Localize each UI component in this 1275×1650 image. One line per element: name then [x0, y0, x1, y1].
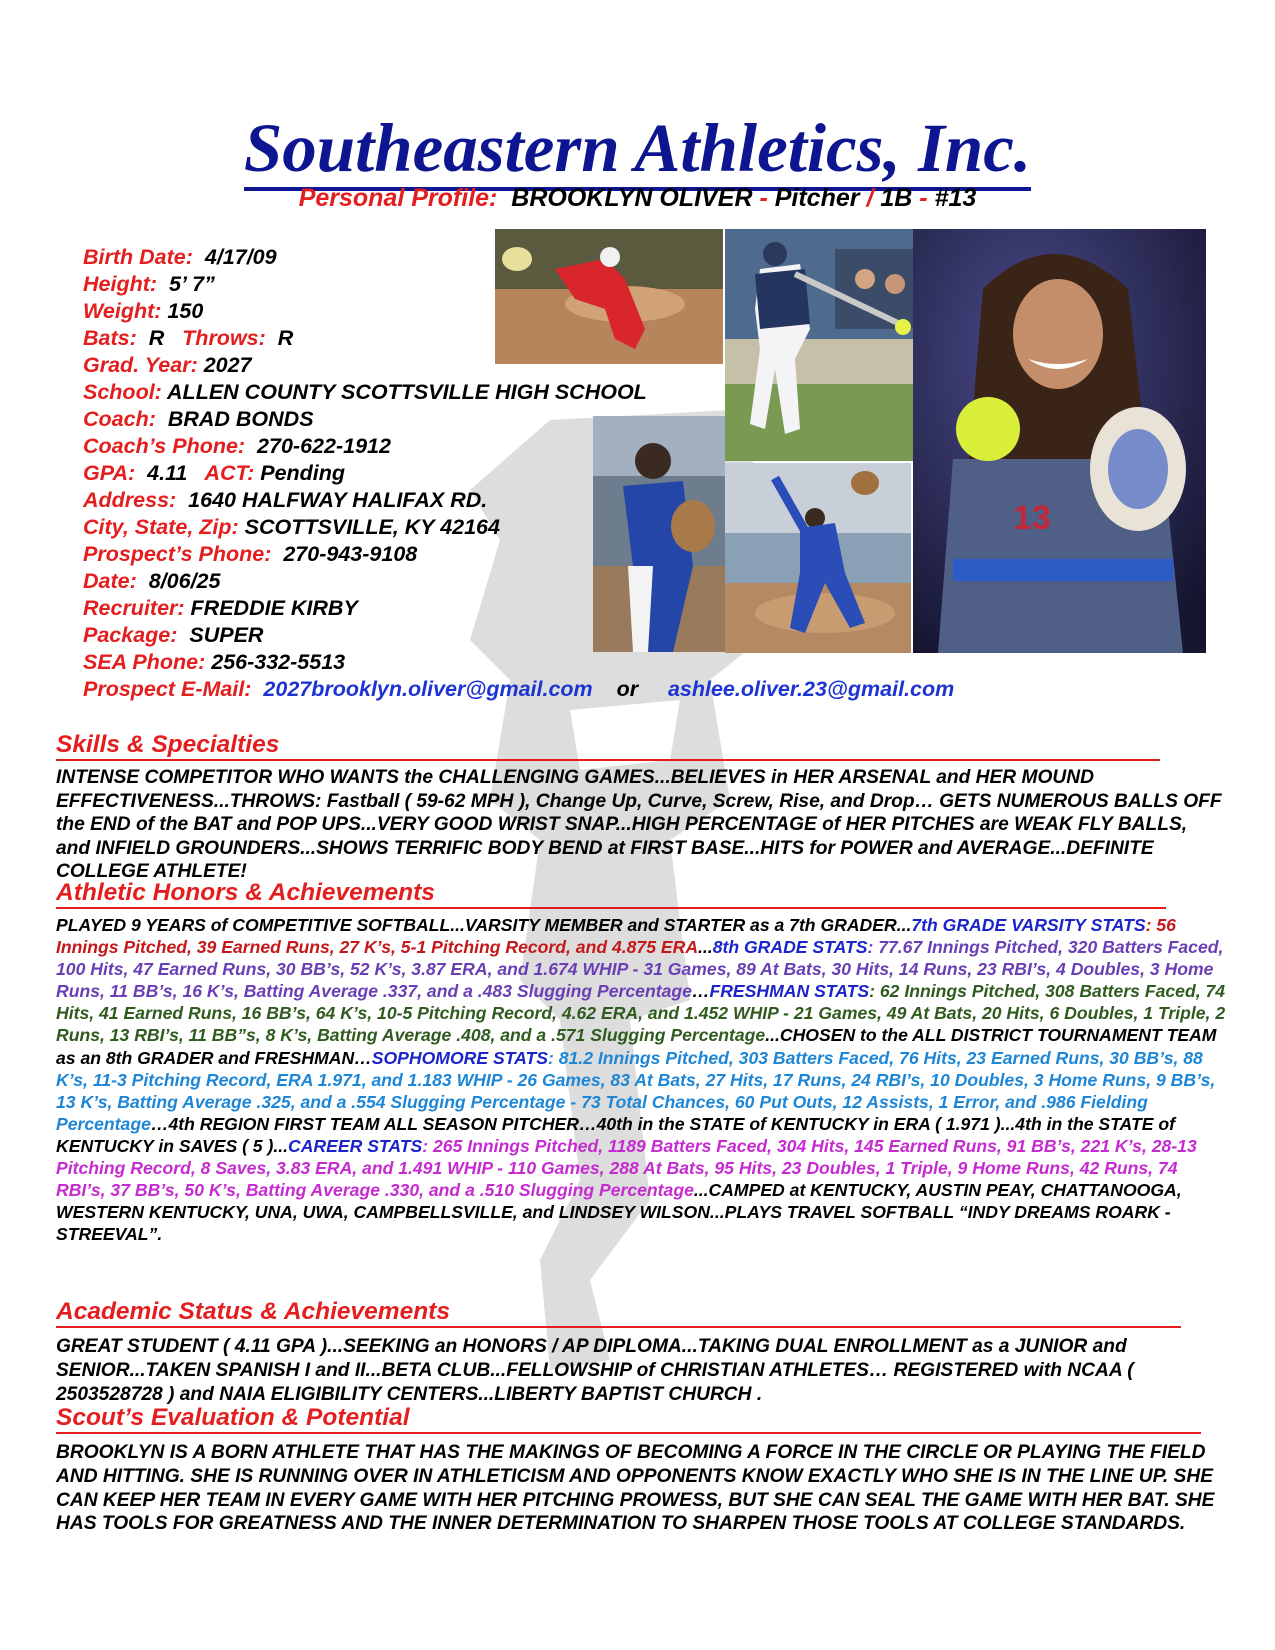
athletic-heading: Athletic Honors & Achievements	[56, 879, 435, 906]
photo-mound	[593, 416, 725, 652]
stats-career: : 265 Innings Pitched, 1189 Batters Faced, 304 Hits, 145 Earned Runs, 91 BB’s, 221 K’s, 28-13 Pitching Record, 8 Saves, 3.83 ERA, and 1.491 WHIP - 110 Games, 288 At Bats, 95 Hits, 23 Doubles, 1 Triple, 9 Home Runs, 42 Runs, 74 RBI’s, 37 BB’s, 50 K’s, Batting Average .330, and a .510 Slugging Percentage	[56, 1135, 1197, 1201]
scout-heading: Scout’s Evaluation & Potential	[56, 1404, 410, 1431]
stats-sophomore: : 81.2 Innings Pitched, 303 Batters Faced, 76 Hits, 23 Earned Runs, 30 BB’s, 88 K’s, 11-3 Pitching Record, ERA 1.971, and 1.183 WHIP - 26 Games, 83 At Bats, 27 Hits, 17 Runs, 24 RBI’s, 10 Doubles, 3 Home Runs, 9 BB’s, 13 K’s, Batting Average .325, and a .554 Slugging Percentage - 73 Total Chances, 60 Put Outs, 12 Assists, 1 Error, and .986 Fielding Percentage	[56, 1047, 1216, 1134]
scout-divider	[56, 1432, 1201, 1434]
info-weight: Weight: 150	[83, 299, 204, 323]
position-secondary: 1B	[880, 184, 913, 212]
stats-heading-freshman: FRESHMAN STATS	[709, 981, 870, 1002]
profile-subtitle	[0, 183, 1275, 213]
info-bats-throws: Bats: R Throws: R	[83, 326, 294, 350]
company-title: Southeastern Athletics, Inc.	[0, 108, 1275, 188]
info-sea-phone: SEA Phone: 256-332-5513	[83, 650, 346, 674]
separator: -	[919, 184, 928, 212]
svg-text:13: 13	[1013, 499, 1051, 537]
scout-text: BROOKLYN IS A BORN ATHLETE THAT HAS THE MAKINGS OF BECOMING A FORCE IN THE CIRCLE OR PLAYING THE FIELD AND HITTING. SHE IS RUNNING OVER IN ATHLETICISM AND OPPONENTS KNOW EXACTLY WHO SHE IS IN THE LINE UP. SHE CAN KEEP HER TEAM IN EVERY GAME WITH HER PITCHING PROWESS, BUT SHE CAN SEAL THE GAME WITH HER BAT. SHE HAS TOOLS FOR GREATNESS AND THE INNER DETERMINATION TO SHARPEN THOSE TOOLS AT COLLEGE STANDARDS.	[56, 1442, 1215, 1535]
athletic-divider	[56, 907, 1166, 909]
stats-heading-8th: 8th GRADE STATS	[712, 937, 868, 958]
stats-8th: : 77.67 Innings Pitched, 320 Batters Faced, 100 Hits, 47 Earned Runs, 30 BB’s, 52 K’s, 3.87 ERA, and 1.674 WHIP - 31 Games, 89 At Bats, 30 Hits, 14 Runs, 23 RBI’s, 4 Doubles, 3 Home Runs, 11 BB’s, 16 K’s, Batting Average .337, and a .483 Slugging Percentage	[56, 937, 1224, 1002]
email-link-primary[interactable]: 2027brooklyn.oliver@gmail.com	[263, 677, 593, 701]
photo-fielding	[495, 229, 723, 364]
info-birth-date: Birth Date: 4/17/09	[83, 245, 277, 269]
info-coach-phone: Coach’s Phone: 270-622-1912	[83, 434, 391, 458]
stats-heading-career: CAREER STATS	[288, 1135, 423, 1156]
academic-text: GREAT STUDENT ( 4.11 GPA )...SEEKING an HONORS / AP DIPLOMA...TAKING DUAL ENROLLMENT as a JUNIOR and SENIOR...TAKEN SPANISH I and II...BETA CLUB...FELLOWSHIP of CHRISTIAN ATHLETES… REGISTERED with NCAA ( 2503528728 ) and NAIA ELIGIBILITY CENTERS...LIBERTY BAPTIST CHURCH .	[56, 1336, 1134, 1405]
info-email: Prospect E-Mail: 2027brooklyn.oliver@gmail.com or ashlee.oliver.23@gmail.com	[83, 677, 955, 701]
info-date: Date: 8/06/25	[83, 569, 221, 593]
stats-7th: : 56 Innings Pitched, 39 Earned Runs, 27 K’s, 5-1 Pitching Record, and 4.875 ERA	[56, 915, 1176, 958]
info-address: Address: 1640 HALFWAY HALIFAX RD.	[83, 488, 488, 512]
academic-heading: Academic Status & Achievements	[56, 1298, 450, 1325]
photo-batting	[725, 229, 919, 461]
stats-freshman: : 62 Innings Pitched, 308 Batters Faced, 74 Hits, 41 Earned Runs, 16 BB’s, 64 K’s, 10-5 Pitching Record, 4.62 ERA, and 1.452 WHIP - 21 Games, 49 At Bats, 20 Hits, 6 Doubles, 1 Triple, 2 Runs, 13 RBI’s, 11 BB”s, 8 K’s, Batting Average .408, and a .571 Slugging Percentage	[56, 981, 1226, 1046]
info-height: Height: 5’ 7”	[83, 272, 215, 296]
slash: /	[866, 184, 874, 212]
jersey-number: #13	[934, 184, 977, 212]
info-city-state-zip: City, State, Zip: SCOTTSVILLE, KY 42164	[83, 515, 500, 539]
skills-text: INTENSE COMPETITOR WHO WANTS the CHALLENGING GAMES...BELIEVES in HER ARSENAL and HER MOUND EFFECTIVENESS...THROWS: Fastball ( 59-62 MPH ), Change Up, Curve, Screw, Rise, and Drop… GETS NUMEROUS BALLS OFF the END of the BAT and POP UPS...VERY GOOD WRIST SNAP...HIGH PERCENTAGE of HER PITCHES are WEAK FLY BALLS, and INFIELD GROUNDERS...SHOWS TERRIFIC BODY BEND at FIRST BASE...HITS for POWER and AVERAGE...DEFINITE COLLEGE ATHLETE!	[56, 767, 1222, 883]
player-name: BROOKLYN OLIVER	[511, 184, 753, 212]
info-grad-year: Grad. Year: 2027	[83, 353, 252, 377]
profile-label: Personal Profile:	[298, 184, 498, 212]
skills-heading: Skills & Specialties	[56, 731, 280, 758]
info-coach: Coach: BRAD BONDS	[83, 407, 314, 431]
photo-pitching	[725, 463, 911, 653]
skills-divider	[56, 759, 1160, 761]
photo-portrait	[913, 229, 1206, 653]
info-gpa-act: GPA: 4.11 ACT: Pending	[83, 461, 346, 485]
stats-heading-7th: 7th GRADE VARSITY STATS	[911, 915, 1146, 935]
athletic-text: PLAYED 9 YEARS of COMPETITIVE SOFTBALL...VARSITY MEMBER and STARTER as a 7th GRADER...7th GRADE VARSITY STATS: 56 Innings Pitched, 39 Earned Runs, 27 K’s, 5-1 Pitching Record, and 4.875 ERA...8th GRADE STATS: 77.67 Innings Pitched, 320 Batters Faced, 100 Hits, 47 Earned Runs, 30 BB’s, 52 K’s, 3.87 ERA, and 1.674 WHIP - 31 Games, 89 At Bats, 30 Hits, 14 Runs, 23 RBI’s, 4 Doubles, 3 Home Runs, 11 BB’s, 16 K’s, Batting Average .337, and a .483 Slugging Percentage…FRESHMAN STATS: 62 Innings Pitched, 308 Batters Faced, 74 Hits, 41 Earned Runs, 16 BB’s, 64 K’s, 10-5 Pitching Record, 4.62 ERA, and 1.452 WHIP - 21 Games, 49 At Bats, 20 Hits, 6 Doubles, 1 Triple, 2 Runs, 13 RBI’s, 11 BB”s, 8 K’s, Batting Average .408, and a .571 Slugging Percentage...CHOSEN to the ALL DISTRICT TOURNAMENT TEAM as an 8th GRADER and FRESHMAN…SOPHOMORE STATS: 81.2 Innings Pitched, 303 Batters Faced, 76 Hits, 23 Earned Runs, 30 BB’s, 88 K’s, 11-3 Pitching Record, ERA 1.971, and 1.183 WHIP - 26 Games, 83 At Bats, 27 Hits, 17 Runs, 24 RBI’s, 10 Doubles, 3 Home Runs, 9 BB’s, 13 K’s, Batting Average .325, and a .554 Slugging Percentage - 73 Total Chances, 60 Put Outs, 12 Assists, 1 Error, and .986 Fielding Percentage…4th REGION FIRST TEAM ALL SEASON PITCHER…40th in the STATE of KENTUCKY in ERA ( 1.971 )...4th in the STATE of KENTUCKY in SAVES ( 5 )...CAREER STATS: 265 Innings Pitched, 1189 Batters Faced, 304 Hits, 145 Earned Runs, 91 BB’s, 221 K’s, 28-13 Pitching Record, 8 Saves, 3.83 ERA, and 1.491 WHIP - 110 Games, 288 At Bats, 95 Hits, 23 Doubles, 1 Triple, 9 Home Runs, 42 Runs, 74 RBI’s, 37 BB’s, 50 K’s, Batting Average .330, and a .510 Slugging Percentage...CAMPED at KENTUCKY, AUSTIN PEAY, CHATTANOOGA, WESTERN KENTUCKY, UNA, UWA, CAMPBELLSVILLE, and LINDSEY WILSON...PLAYS TRAVEL SOFTBALL “INDY DREAMS ROARK - STREEVAL”.	[56, 915, 1226, 1245]
stats-heading-sophomore: SOPHOMORE STATS	[371, 1047, 549, 1068]
position-primary: Pitcher	[774, 184, 860, 212]
info-prospect-phone: Prospect’s Phone: 270-943-9108	[83, 542, 418, 566]
separator: -	[759, 184, 768, 212]
academic-divider	[56, 1326, 1181, 1328]
info-package: Package: SUPER	[83, 623, 264, 647]
info-recruiter: Recruiter: FREDDIE KIRBY	[83, 596, 358, 620]
info-school: School: ALLEN COUNTY SCOTTSVILLE HIGH SCHOOL	[83, 380, 647, 404]
email-link-secondary[interactable]: ashlee.oliver.23@gmail.com	[667, 677, 955, 701]
